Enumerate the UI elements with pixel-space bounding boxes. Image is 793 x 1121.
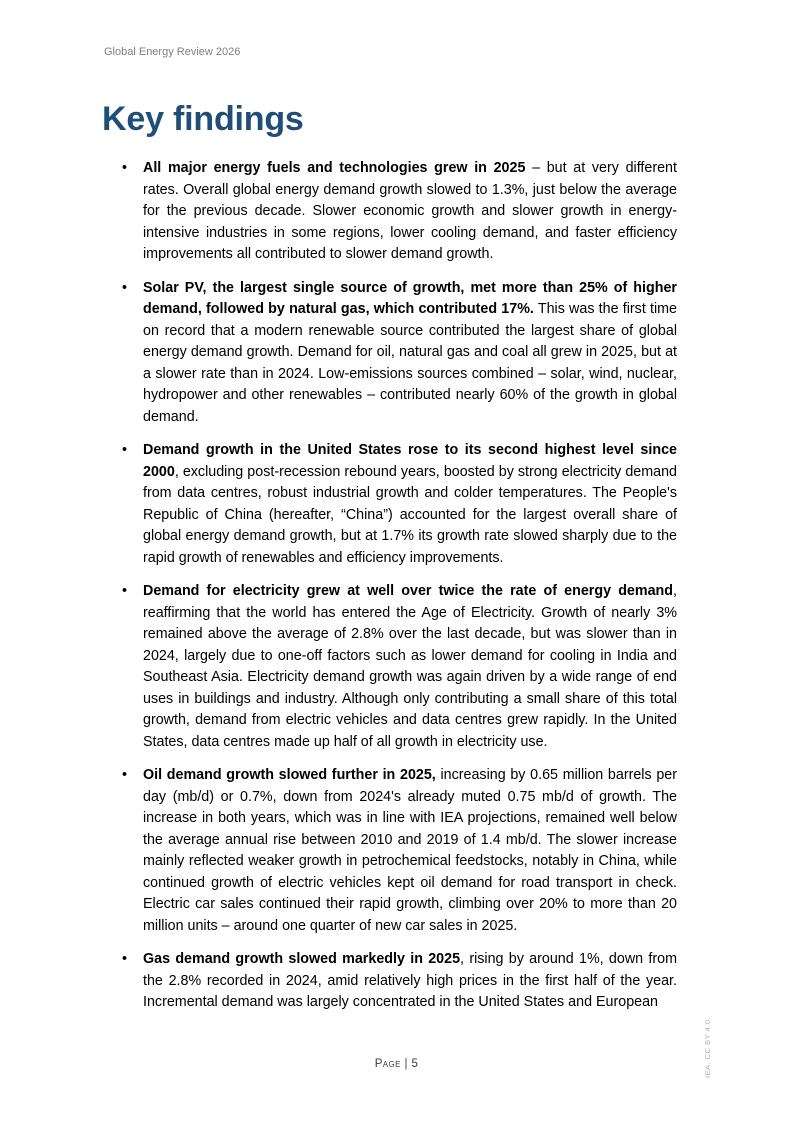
bullet-item-2 bbox=[120, 278, 677, 429]
bullet-lead: Solar PV, the largest single source of growth, met more than 25% of higher demand, followed by natural gas, which contributed 17%. bbox=[143, 279, 677, 317]
bullet-lead: Gas demand growth slowed markedly in 2025 bbox=[143, 951, 461, 967]
bullet-lead: Oil demand growth slowed further in 2025, bbox=[143, 767, 436, 783]
page-title: Key findings bbox=[102, 100, 304, 138]
bullet-body: , reaffirming that the world has entered the Age of Electricity. Growth of nearly 3% remained above the average of 2.8% over the last decade, but was slower than in 2024, largely due to one-off factors such as lower demand for cooling in India and Southeast Asia. Electricity demand growth was again driven by a wide range of end uses in buildings and industry. Although only contributing a small share of this total growth, demand from electric vehicles and data centres grew rapidly. In the United States, data centres made up half of all growth in electricity use. bbox=[143, 583, 677, 750]
bullet-body: , rising by around 1%, down from the 2.8% recorded in 2024, amid relatively high prices in the first half of the year. Incremental demand was largely concentrated in the United States and European bbox=[143, 951, 678, 1010]
bullet-item-4 bbox=[120, 581, 677, 753]
bullet-body: This was the first time on record that a modern renewable source contributed the largest share of global energy demand growth. Demand for oil, natural gas and coal all grew in 2025, but at a slower rate than in 2024. Low-emissions sources combined – solar, wind, nuclear, hydropower and other renewables – contributed nearly 60% of the growth in global demand. bbox=[143, 301, 678, 425]
bullet-item-5 bbox=[120, 765, 677, 937]
bullet-body: increasing by 0.65 million barrels per day (mb/d) or 0.7%, down from 2024's already muted 0.75 mb/d of growth. The increase in both years, which was in line with IEA projections, remained well below the average annual rise between 2010 and 2019 of 1.4 mb/d. The slower increase mainly reflected weaker growth in petrochemical feedstocks, notably in China, while continued growth of electric vehicles kept oil demand for road transport in check. Electric car sales continued their rapid growth, climbing over 20% to more than 20 million units – around one quarter of new car sales in 2025. bbox=[143, 767, 677, 934]
running-header: Global Energy Review 2026 bbox=[104, 46, 241, 58]
bullet-lead: All major energy fuels and technologies grew in 2025 bbox=[143, 160, 526, 176]
bullet-item-1 bbox=[120, 158, 677, 266]
key-findings-list bbox=[120, 158, 677, 1026]
copyright-vertical-label: IEA. CC BY 4.0. bbox=[703, 1016, 712, 1078]
bullet-body: , excluding post-recession rebound years, boosted by strong electricity demand from data centres, robust industrial growth and colder temperatures. The People's Republic of China (hereafter, “China”) accounted for the largest overall share of global energy demand growth, but at 1.7% its growth rate slowed sharply due to the rapid growth of renewables and efficiency improvements. bbox=[143, 463, 677, 566]
bullet-lead: Demand for electricity grew at well over twice the rate of energy demand bbox=[143, 583, 674, 599]
bullet-lead: Demand growth in the United States rose to its second highest level since 2000 bbox=[143, 442, 677, 480]
bullet-item-6 bbox=[120, 949, 677, 1014]
page-number: Page | 5 bbox=[374, 1058, 419, 1070]
bullet-body: – but at very different rates. Overall global energy demand growth slowed to 1.3%, just below the average for the previous decade. Slower economic growth and slower growth in energy-intensive industries in some regions, lower cooling demand, and faster efficiency improvements all contributed to slower demand growth. bbox=[143, 160, 677, 262]
bullet-item-3 bbox=[120, 440, 677, 569]
